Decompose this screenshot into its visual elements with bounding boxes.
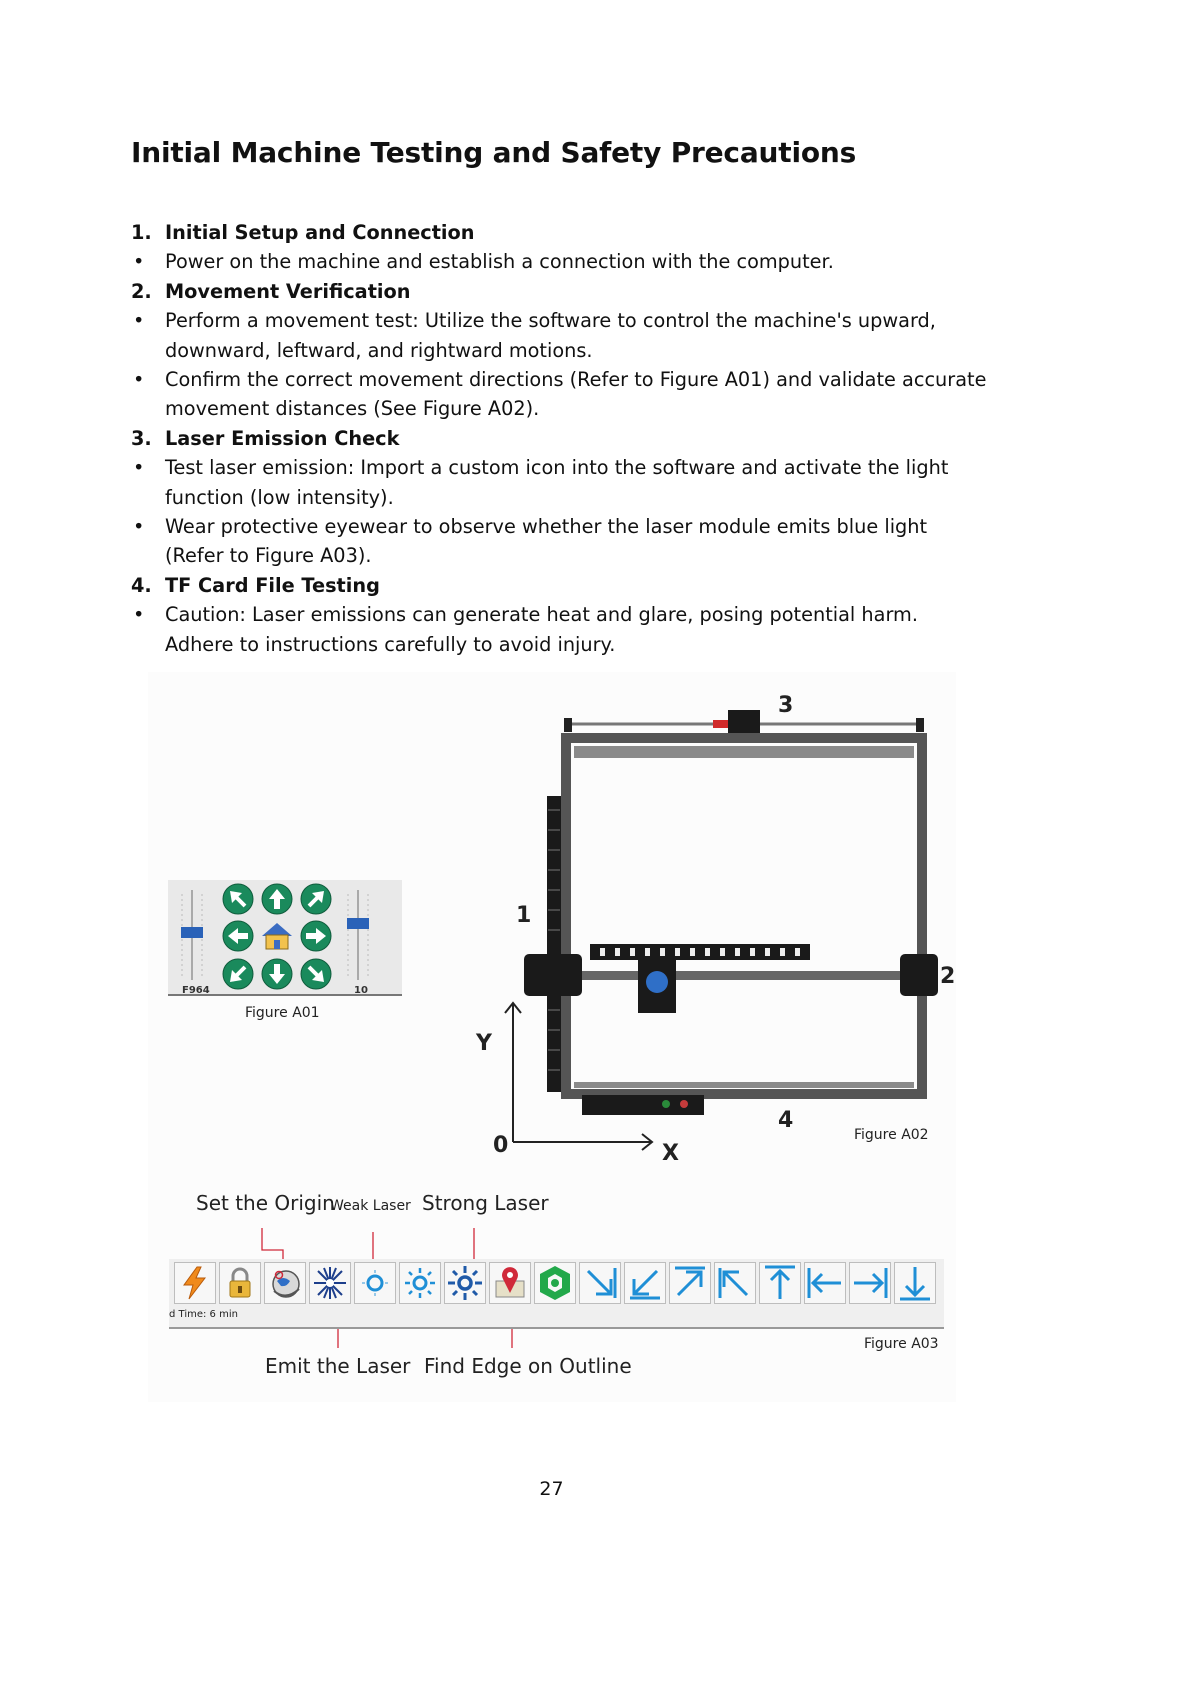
annotation-emit-laser: Emit the Laser xyxy=(265,1354,411,1378)
y-axis-label: Y xyxy=(476,1031,492,1056)
lock-icon[interactable] xyxy=(219,1262,261,1304)
bullet-item: • Confirm the correct movement directions (Refer to Figure A01) and validate accurate movement distances (See Figure A02). xyxy=(133,368,987,421)
bullet-item: • Perform a movement test: Utilize the software to control the machine's upward, downward, leftward, and rightward motions. xyxy=(133,309,936,362)
toolbar-status-text: d Time: 6 min xyxy=(169,1309,238,1320)
figure-a03-toolbar xyxy=(169,1259,944,1329)
strong-laser-icon[interactable] xyxy=(444,1262,486,1304)
step-heading: 2. Movement Verification xyxy=(131,279,411,303)
bullet-item: • Test laser emission: Import a custom icon into the software and activate the light function (low intensity). xyxy=(133,456,949,509)
annotation-weak-laser: Weak Laser xyxy=(330,1198,411,1214)
hexagon-icon[interactable] xyxy=(534,1262,576,1304)
page-title: Initial Machine Testing and Safety Precautions xyxy=(131,136,857,169)
figure-a02-caption: Figure A02 xyxy=(854,1127,929,1143)
globe-origin-icon[interactable] xyxy=(264,1262,306,1304)
svg-text:10: 10 xyxy=(354,985,368,996)
lightning-icon[interactable] xyxy=(174,1262,216,1304)
page-number: 27 xyxy=(539,1478,564,1500)
arrow-down-right-icon[interactable] xyxy=(579,1262,621,1304)
origin-label: 0 xyxy=(493,1133,509,1158)
annotation-find-edge: Find Edge on Outline xyxy=(424,1354,632,1378)
label-4: 4 xyxy=(778,1108,794,1133)
step-heading: 3. Laser Emission Check xyxy=(131,426,400,450)
arrow-up-icon[interactable] xyxy=(759,1262,801,1304)
map-pin-outline-icon[interactable] xyxy=(489,1262,531,1304)
annotation-set-origin: Set the Origin xyxy=(196,1191,335,1215)
bullet-item: • Wear protective eyewear to observe whether the laser module emits blue light (Refer to Figure A03). xyxy=(133,515,928,568)
svg-text:F964: F964 xyxy=(182,985,210,996)
label-3: 3 xyxy=(778,693,794,718)
medium-laser-icon[interactable] xyxy=(399,1262,441,1304)
weak-laser-icon[interactable] xyxy=(354,1262,396,1304)
arrow-right-icon[interactable] xyxy=(849,1262,891,1304)
bullet-item: • Caution: Laser emissions can generate heat and glare, posing potential harm. Adhere to instructions carefully to avoid injury. xyxy=(133,603,918,656)
label-2: 2 xyxy=(940,964,956,989)
step-heading: 4. TF Card File Testing xyxy=(131,573,380,597)
annotation-strong-laser: Strong Laser xyxy=(422,1191,549,1215)
arrow-down-left-icon[interactable] xyxy=(624,1262,666,1304)
figure-a03-caption: Figure A03 xyxy=(864,1336,939,1352)
arrow-left-icon[interactable] xyxy=(804,1262,846,1304)
arrow-up-left-icon[interactable] xyxy=(714,1262,756,1304)
laser-burst-icon[interactable] xyxy=(309,1262,351,1304)
x-axis-label: X xyxy=(662,1141,679,1166)
bullet-item: • Power on the machine and establish a connection with the computer. xyxy=(133,250,834,274)
figure-a01-caption: Figure A01 xyxy=(245,1005,320,1021)
arrow-up-right-icon[interactable] xyxy=(669,1262,711,1304)
label-1: 1 xyxy=(516,903,532,928)
arrow-down-icon[interactable] xyxy=(894,1262,936,1304)
step-heading: 1. Initial Setup and Connection xyxy=(131,221,475,244)
